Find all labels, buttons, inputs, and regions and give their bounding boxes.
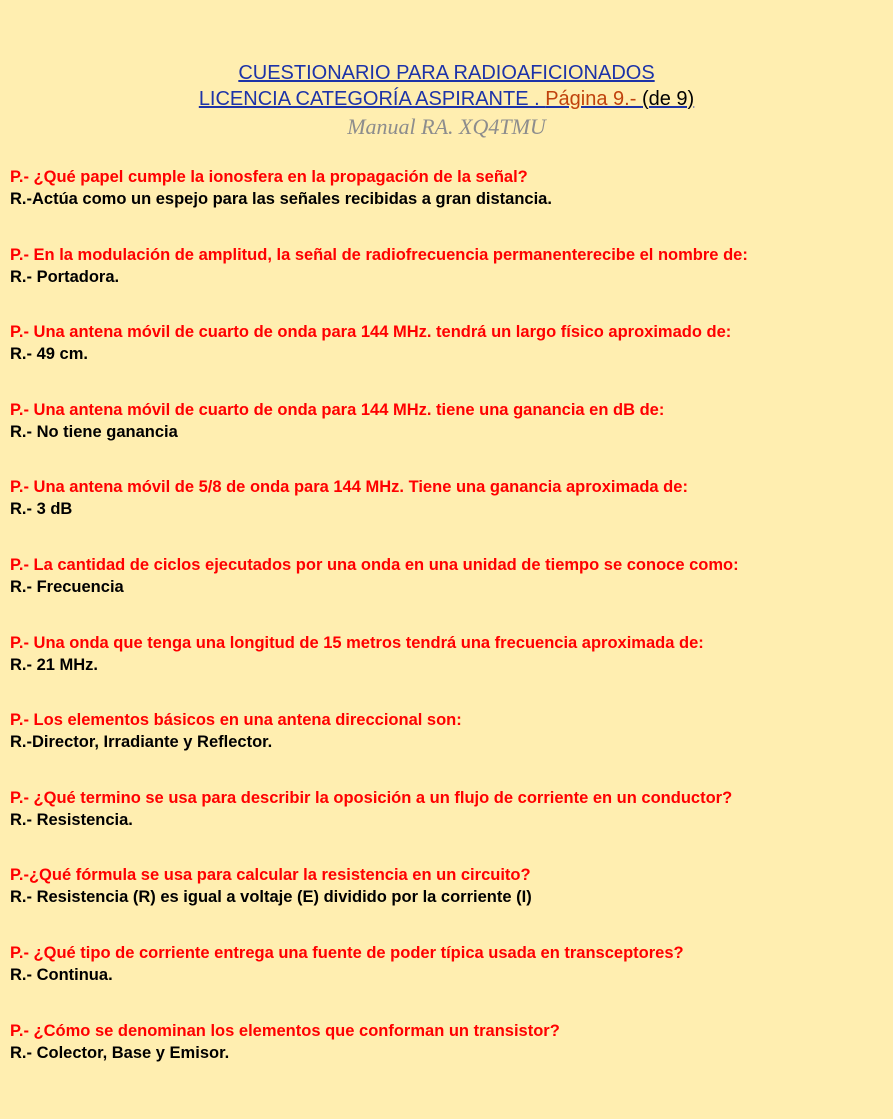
qa-item — [10, 166, 885, 244]
question: P.-¿Qué fórmula se usa para calcular la resistencia en un circuito? — [10, 866, 531, 885]
question: P.- Una antena móvil de cuarto de onda para 144 MHz. tiene una ganancia en dB de: — [10, 400, 665, 419]
answer: R.- Resistencia. — [10, 810, 133, 829]
qa-item — [10, 709, 885, 787]
qa-item — [10, 787, 885, 865]
answer: R.- 49 cm. — [10, 345, 88, 364]
qa-item — [10, 864, 885, 942]
page-number: Página 9.- — [545, 88, 642, 110]
qa-item — [10, 632, 885, 710]
question: P.- ¿Qué termino se usa para describir la oposición a un flujo de corriente en un conductor? — [10, 788, 733, 807]
question: P.- Una antena móvil de 5/8 de onda para 144 MHz. Tiene una ganancia aproximada de: — [10, 478, 688, 497]
manual-subtitle: Manual RA. XQ4TMU — [347, 114, 546, 139]
answer: R.- Colector, Base y Emisor. — [10, 1043, 230, 1062]
qa-item — [10, 1020, 885, 1098]
qa-item — [10, 942, 885, 1020]
answer: R.- 3 dB — [10, 500, 73, 519]
question: P.- ¿Qué papel cumple la ionosfera en la propagación de la señal? — [10, 168, 528, 186]
qa-item — [10, 476, 885, 554]
question: P.- La cantidad de ciclos ejecutados por una onda en una unidad de tiempo se conoce como: — [10, 555, 739, 574]
question: P.- En la modulación de amplitud, la señal de radiofrecuencia permanenterecibe el nombre de: — [10, 245, 748, 264]
qa-list — [10, 166, 885, 1097]
answer: R.-Director, Irradiante y Reflector. — [10, 733, 273, 752]
question: P.- Una onda que tenga una longitud de 15 metros tendrá una frecuencia aproximada de: — [10, 633, 704, 652]
answer: R.- Resistencia (R) es igual a voltaje (E) dividido por la corriente (I) — [10, 888, 532, 907]
answer: R.- 21 MHz. — [10, 655, 99, 674]
document-header — [0, 0, 893, 142]
license-category: LICENCIA CATEGORÍA ASPIRANTE . — [198, 88, 546, 110]
qa-item — [10, 321, 885, 399]
question: P.- Una antena móvil de cuarto de onda para 144 MHz. tendrá un largo físico aproximado de: — [10, 323, 732, 342]
document-title-line-2 — [0, 86, 893, 112]
qa-item — [10, 554, 885, 632]
answer: R.- Frecuencia — [10, 577, 124, 596]
question: P.- ¿Qué tipo de corriente entrega una fuente de poder típica usada en transceptores? — [10, 943, 684, 962]
answer: R.- No tiene ganancia — [10, 422, 178, 441]
page-total: (de 9) — [641, 88, 695, 110]
answer: R.-Actúa como un espejo para las señales recibidas a gran distancia. — [10, 190, 552, 208]
document-title: CUESTIONARIO PARA RADIOAFICIONADOS — [238, 62, 655, 84]
qa-item — [10, 399, 885, 477]
question: P.- Los elementos básicos en una antena direccional son: — [10, 711, 462, 730]
question: P.- ¿Cómo se denominan los elementos que conforman un transistor? — [10, 1021, 560, 1040]
answer: R.- Portadora. — [10, 267, 120, 286]
answer: R.- Continua. — [10, 965, 113, 984]
qa-item — [10, 244, 885, 322]
